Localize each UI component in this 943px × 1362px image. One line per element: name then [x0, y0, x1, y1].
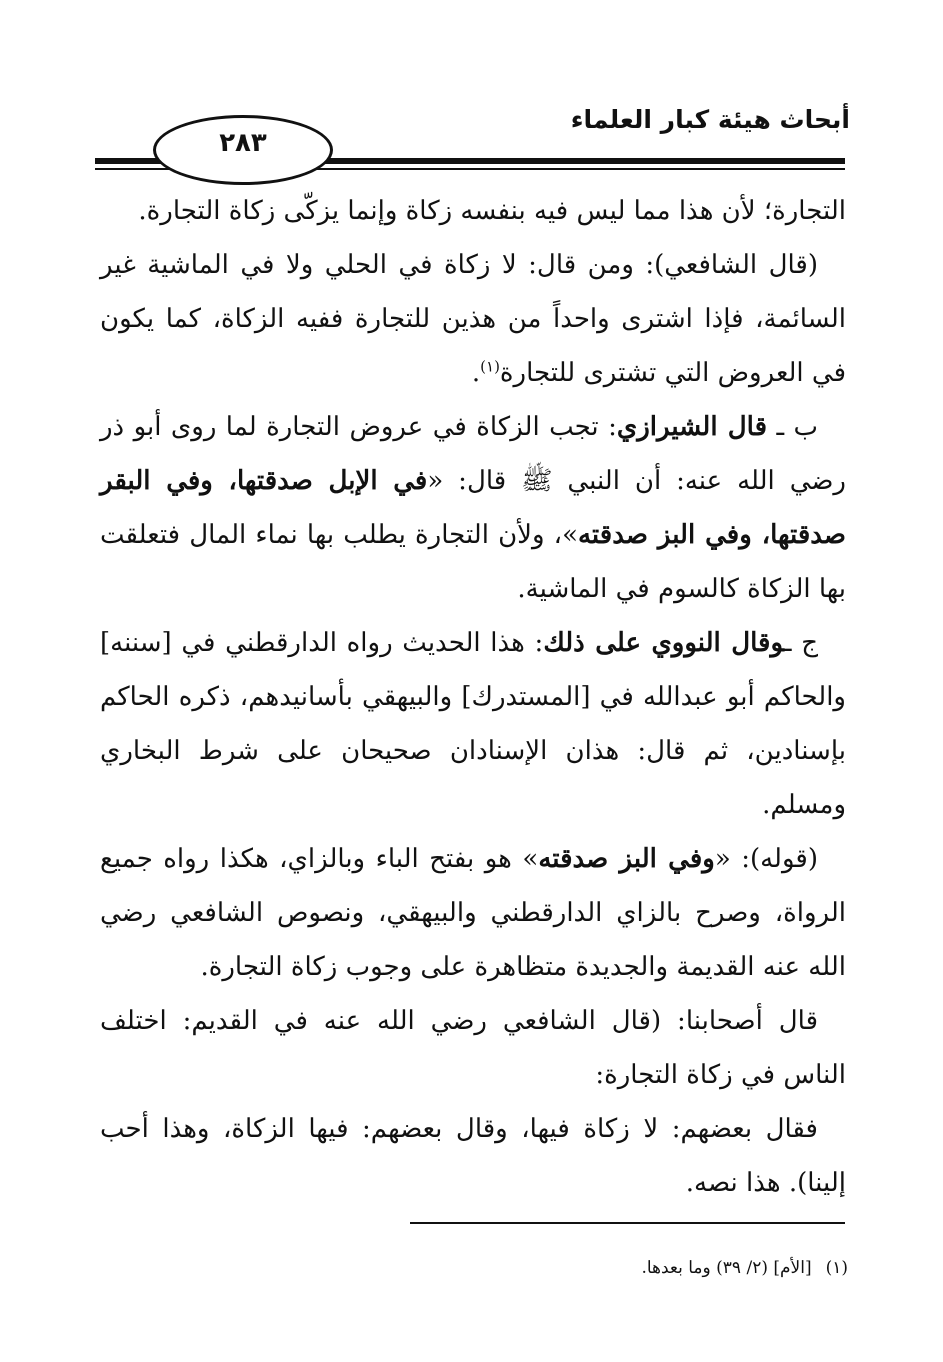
main-text: [100, 184, 846, 1210]
footnote: [641, 1258, 848, 1278]
paragraph-4-author: وقال النووي على ذلك: [543, 628, 784, 658]
paragraph-4-text: : هذا الحديث رواه الدارقطني في [سننه] والحاكم أبو عبدالله في [المستدرك] والبيهقي بأسانيدهم، ذكره الحاكم بإسنادين، ثم قال: هذان الإسنادان صحيحان على شرط البخاري ومسلم.: [100, 628, 846, 820]
page-number-oval: [153, 115, 333, 185]
paragraph-2-end: .: [471, 358, 481, 388]
paragraph-5-lead: (قوله): «: [714, 844, 818, 874]
paragraph-1-text: التجارة؛ لأن هذا مما ليس فيه بنفسه زكاة وإنما يزكّى زكاة التجارة.: [138, 196, 846, 226]
paragraph-1: [100, 184, 846, 238]
footnote-text: [الأم] (٢/ ٣٩) وما بعدها.: [641, 1258, 812, 1278]
paragraph-3-author: قال الشيرازي: [616, 412, 768, 442]
running-title: أبحاث هيئة كبار العلماء: [570, 105, 850, 134]
paragraph-5-quote: وفي البز صدقته: [538, 844, 715, 874]
paragraph-3-text-b: »، ولأن التجارة يطلب بها نماء المال فتعلقت بها الزكاة كالسوم في الماشية.: [100, 520, 846, 604]
paragraph-3-hadith: في الإبل صدقتها، وفي البقر صدقتها، وفي البز صدقته: [100, 466, 846, 550]
paragraph-3-text-a: : تجب الزكاة في عروض التجارة لما روى أبو ذر رضي الله عنه: أن النبي ﷺ قال: «: [100, 412, 846, 496]
paragraph-7-text: فقال بعضهم: لا زكاة فيها، وقال بعضهم: فيها الزكاة، وهذا أحب إلينا). هذا نصه.: [100, 1114, 846, 1198]
paragraph-4-lead: ج ـ: [783, 628, 818, 658]
paragraph-7: [100, 1102, 846, 1210]
paragraph-2-text: (قال الشافعي): ومن قال: لا زكاة في الحلي ولا في الماشية غير السائمة، فإذا اشترى واحداً من هذين للتجارة ففيه الزكاة، كما يكون في العروض التي تشترى للتجارة: [100, 250, 846, 388]
paragraph-2: [100, 238, 846, 400]
paragraph-5: [100, 832, 846, 994]
paragraph-5-text: » هو بفتح الباء وبالزاي، هكذا رواه جميع الرواة، وصرح بالزاي الدارقطني والبيهقي، ونصوص الشافعي رضي الله عنه القديمة والجديدة متظاهرة على وجوب زكاة التجارة.: [100, 844, 846, 982]
paragraph-6-text: قال أصحابنا: (قال الشافعي رضي الله عنه في القديم: اختلف الناس في زكاة التجارة:: [100, 1006, 846, 1090]
page-header: [95, 105, 850, 175]
paragraph-3-lead: ب ـ: [767, 412, 818, 442]
footnote-separator: [410, 1222, 845, 1224]
paragraph-3: [100, 400, 846, 616]
paragraph-6: [100, 994, 846, 1102]
footnote-reference: (١): [480, 357, 500, 376]
paragraph-4: [100, 616, 846, 832]
footnote-marker: (١): [825, 1258, 848, 1278]
page-number: ٢٨٣: [219, 128, 267, 158]
